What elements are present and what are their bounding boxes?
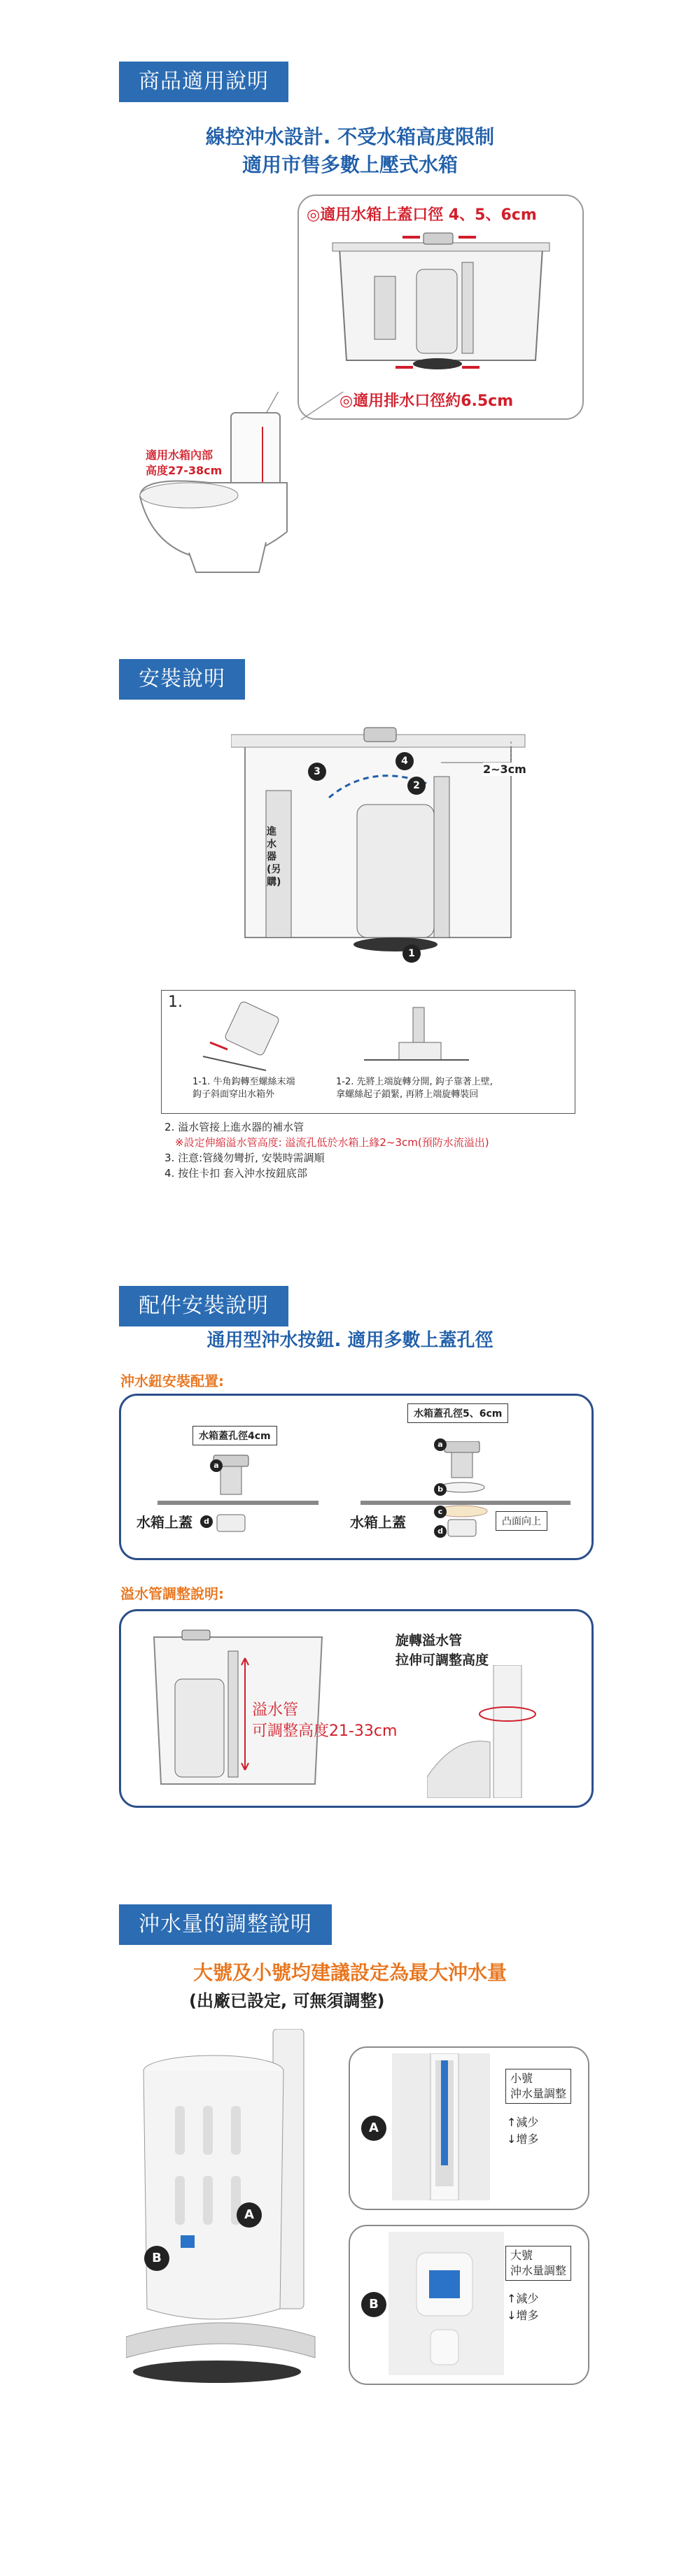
- small-flush-box-line2: 沖水量調整: [510, 2087, 567, 2100]
- section1-title-line2: 適用市售多數上壓式水箱: [241, 153, 458, 176]
- overflow-label-2: 可調整高度21-33cm: [252, 1722, 398, 1740]
- marker-4: 4: [396, 752, 414, 770]
- small-flush-box: [505, 2069, 571, 2104]
- marker-1: 1: [402, 944, 421, 963]
- label-lid-4cm: 水箱蓋孔徑4cm: [192, 1426, 277, 1445]
- tank-height-label: 適用水箱內部 高度27-38cm: [146, 448, 223, 477]
- big-decrease-label: 減少: [516, 2292, 539, 2305]
- step1-number: 1.: [168, 993, 183, 1011]
- section4-title: 大號及小號均建議設定為最大沖水量: [192, 1961, 507, 1984]
- section-heading-flush-volume: 沖水量的調整說明: [119, 1904, 332, 1945]
- big-flush-box-line2: 沖水量調整: [510, 2264, 567, 2277]
- small-flush-detail: [392, 2053, 504, 2200]
- arrow-up-icon: ↑: [507, 2116, 517, 2129]
- marker-a-detail: A: [361, 2116, 386, 2141]
- dimension-label: 2~3cm: [483, 763, 526, 776]
- note3: 3. 注意:管綫勿彎折, 安裝時需調順: [164, 1152, 325, 1164]
- marker-2: 2: [407, 777, 426, 795]
- section-heading-install: 安裝說明: [119, 659, 245, 700]
- part-a-left: a: [210, 1459, 223, 1472]
- big-flush-box: [505, 2246, 571, 2281]
- part-d-left: d: [200, 1515, 213, 1528]
- small-flush-arrows: [507, 2114, 538, 2148]
- small-increase-label: 增多: [516, 2132, 539, 2146]
- lid-label-left: 水箱上蓋: [136, 1514, 192, 1531]
- note4: 4. 按住卡扣 套入沖水按鈕底部: [164, 1167, 307, 1180]
- big-flush-detail: [388, 2232, 504, 2375]
- step1-illustrations: [189, 993, 553, 1074]
- big-flush-arrows: [507, 2291, 538, 2324]
- overflow-label-1: 溢水管: [252, 1701, 299, 1719]
- note2: 2. 溢水管接上進水器的補水管: [164, 1121, 304, 1133]
- note2-warning: ※設定伸縮溢水管高度: 溢流孔低於水箱上緣2~3cm(預防水流溢出): [175, 1136, 489, 1149]
- label-lid-5-6cm: 水箱蓋孔徑5、6cm: [407, 1403, 508, 1423]
- rotate-label-2: 拉伸可調整高度: [396, 1653, 489, 1668]
- toilet-illustration: [126, 392, 350, 574]
- rotate-tube-illustration: [427, 1665, 567, 1798]
- small-decrease-label: 減少: [516, 2116, 539, 2129]
- section4-subtitle: (出廠已設定, 可無須調整): [189, 1991, 385, 2011]
- marker-b-detail: B: [361, 2292, 386, 2317]
- part-c-right: c: [434, 1506, 447, 1518]
- big-flush-box-line1: 大號: [510, 2249, 533, 2262]
- part-a-right: a: [434, 1438, 447, 1451]
- lid-label-right: 水箱上蓋: [350, 1514, 406, 1531]
- step1-1-text: 1-1. 牛角鈎轉至螺絲末端 鈎子斜面穿出水箱外: [192, 1077, 295, 1100]
- section1-title-line1: 線控沖水設計. 不受水箱高度限制: [205, 125, 495, 148]
- small-flush-box-line1: 小號: [510, 2072, 533, 2085]
- step1-2-text: 1-2. 先將上端旋轉分開, 鈎子靠著上壁, 拿螺絲起子鎖緊, 再將上端旋轉裝回: [336, 1077, 493, 1100]
- marker-b-main: B: [144, 2246, 169, 2271]
- overflow-subtitle: 溢水管調整說明:: [120, 1585, 224, 1602]
- section3-title: 通用型沖水按鈕. 適用多數上蓋孔徑: [206, 1330, 493, 1351]
- part-b-right: b: [434, 1483, 447, 1496]
- inlet-valve-label: 進水器(另購): [267, 826, 281, 888]
- marker-3: 3: [308, 763, 326, 781]
- callout-lid-diameter: ◎適用水箱上蓋口徑 4、5、6cm: [307, 206, 537, 224]
- arrow-down-icon: ↓: [507, 2309, 517, 2322]
- arrow-down-icon: ↓: [507, 2132, 517, 2146]
- part-d-right: d: [434, 1525, 447, 1538]
- marker-a-main: A: [237, 2202, 262, 2228]
- rotate-label-1: 旋轉溢水管: [396, 1633, 463, 1648]
- arrow-up-icon: ↑: [507, 2292, 517, 2305]
- tank-illustration: [312, 227, 570, 381]
- convex-up-label: 凸面向上: [496, 1511, 547, 1531]
- overflow-tube-illustration: [140, 1623, 350, 1798]
- callout-drain-diameter: ◎適用排水口徑約6.5cm: [340, 392, 514, 410]
- section-heading-parts: 配件安裝說明: [119, 1286, 288, 1326]
- button-config-subtitle: 沖水鈕安裝配置:: [120, 1373, 224, 1389]
- section-heading-product: 商品適用說明: [119, 62, 288, 102]
- big-increase-label: 增多: [516, 2309, 539, 2322]
